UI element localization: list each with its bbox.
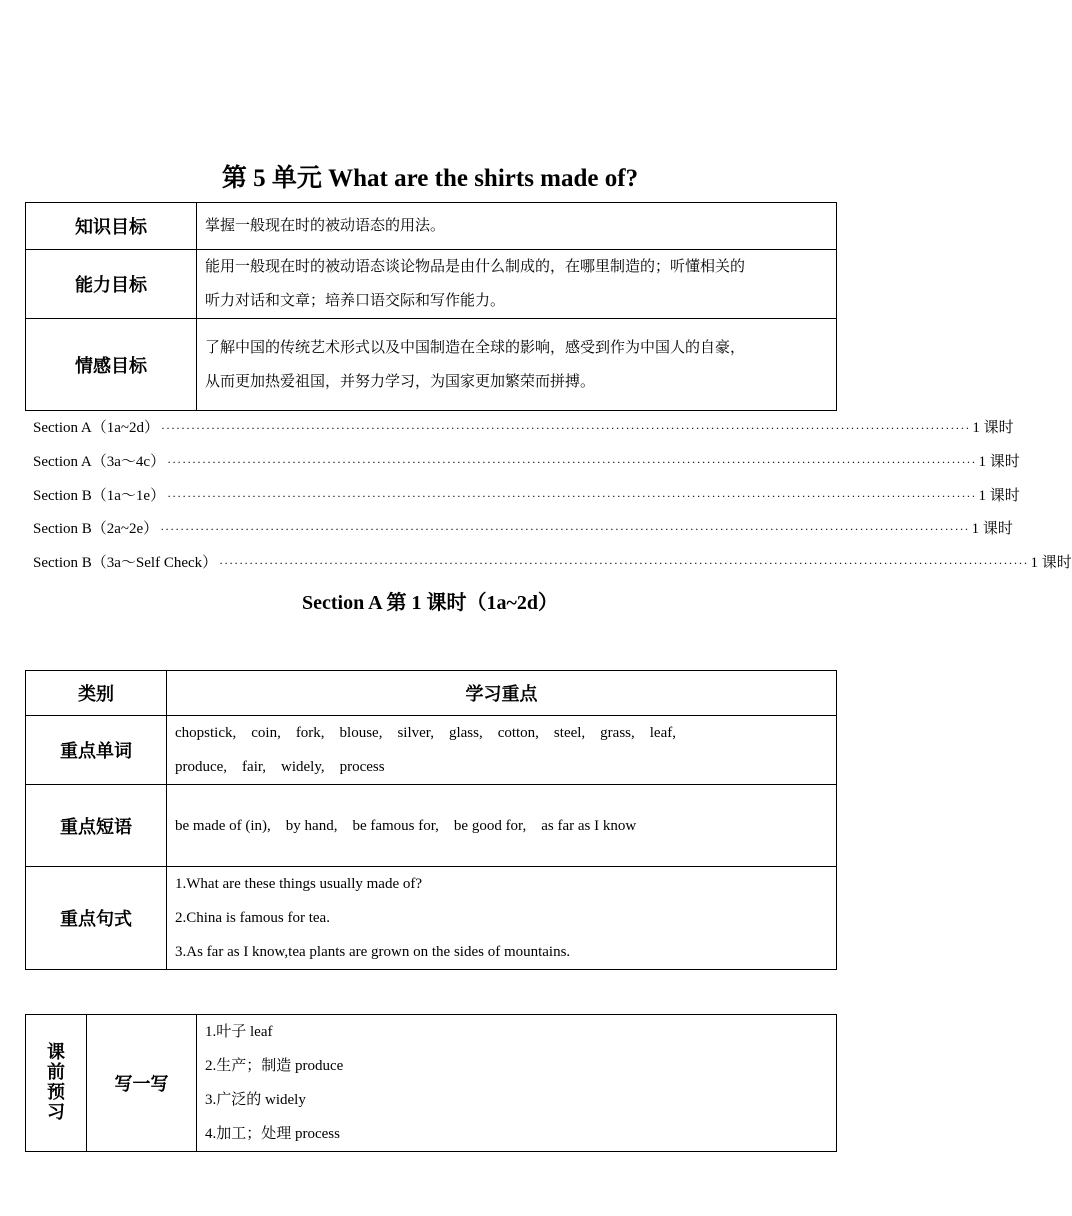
schedule-label: Section B（3a～Self Check） xyxy=(33,555,218,571)
leader-dots: ·································································································································································· xyxy=(167,489,977,503)
schedule-duration: 1 课时 xyxy=(972,420,1014,436)
preview-table xyxy=(25,1014,837,1152)
focus-label: 重点单词 xyxy=(26,716,167,785)
preview-content xyxy=(197,1015,837,1152)
schedule-duration: 1 课时 xyxy=(1030,555,1072,571)
vocabulary-line: chopstick, coin, fork, blouse, silver, glass, cotton, steel, grass, leaf, xyxy=(175,725,676,741)
preview-side-label xyxy=(26,1015,87,1152)
goal-row xyxy=(26,319,837,411)
preview-task: 写一写 xyxy=(87,1015,197,1152)
goal-text xyxy=(197,250,837,319)
schedule-item xyxy=(33,411,1014,445)
leader-dots: ·································································································································································· xyxy=(167,455,977,469)
section-title: Section A 第 1 课时（1a~2d） xyxy=(302,592,558,614)
goal-label: 知识目标 xyxy=(26,203,197,250)
goal-text xyxy=(197,319,837,411)
schedule-label: Section B（1a～1e） xyxy=(33,488,166,504)
goal-line: 了解中国的传统艺术形式以及中国制造在全球的影响，感受到作为中国人的自豪， xyxy=(205,339,746,356)
preview-line: 3.广泛的 widely xyxy=(205,1092,306,1108)
preview-row xyxy=(26,1015,837,1152)
side-char: 前 xyxy=(47,1062,65,1083)
phrase-line: be made of (in), by hand, be famous for, be good for, as far as I know xyxy=(175,817,637,834)
focus-content xyxy=(167,716,837,785)
goal-row xyxy=(26,250,837,319)
leader-dots: ·································································································································································· xyxy=(161,421,971,435)
schedule-label: Section A（1a~2d） xyxy=(33,420,160,436)
focus-header-row xyxy=(26,671,837,716)
focus-row xyxy=(26,716,837,785)
goal-label: 能力目标 xyxy=(26,250,197,319)
goal-line: 听力对话和文章；培养口语交际和写作能力。 xyxy=(205,293,506,309)
focus-row xyxy=(26,785,837,867)
sentence-line: 2.China is famous for tea. xyxy=(175,910,330,926)
side-char: 习 xyxy=(47,1102,65,1123)
schedule-duration: 1 课时 xyxy=(978,454,1020,470)
schedule-item xyxy=(33,479,1020,513)
focus-table xyxy=(25,670,837,970)
goal-line: 能用一般现在时的被动语态谈论物品是由什么制成的，在哪里制造的；听懂相关的 xyxy=(205,259,746,275)
goal-row xyxy=(26,203,837,250)
focus-content xyxy=(167,785,837,867)
schedule-label: Section A（3a～4c） xyxy=(33,454,166,470)
leader-dots: ·································································································································································· xyxy=(160,522,970,536)
goal-line: 从而更加热爱祖国，并努力学习，为国家更加繁荣而拼搏。 xyxy=(205,373,596,390)
goal-label: 情感目标 xyxy=(26,319,197,411)
schedule-item xyxy=(33,546,1072,580)
focus-label: 重点句式 xyxy=(26,867,167,970)
goals-table xyxy=(25,202,837,411)
side-char: 预 xyxy=(47,1082,65,1103)
goal-text xyxy=(197,203,837,250)
unit-title: 第 5 单元 What are the shirts made of? xyxy=(221,165,639,192)
sentence-line: 3.As far as I know,tea plants are grown on the sides of mountains. xyxy=(175,944,571,960)
schedule-item xyxy=(33,445,1020,479)
preview-line: 4.加工；处理 process xyxy=(205,1126,340,1142)
focus-label: 重点短语 xyxy=(26,785,167,867)
category-header: 类别 xyxy=(26,671,167,716)
vocabulary-line: produce, fair, widely, process xyxy=(175,759,385,775)
leader-dots: ·································································································································································· xyxy=(219,556,1029,570)
schedule-duration: 1 课时 xyxy=(978,488,1020,504)
focus-header: 学习重点 xyxy=(167,671,837,716)
preview-line: 2.生产；制造 produce xyxy=(205,1058,344,1074)
focus-row xyxy=(26,867,837,970)
goal-line: 掌握一般现在时的被动语态的用法。 xyxy=(205,218,446,234)
sentence-line: 1.What are these things usually made of? xyxy=(175,876,423,892)
schedule-label: Section B（2a~2e） xyxy=(33,521,159,537)
focus-content xyxy=(167,867,837,970)
schedule-duration: 1 课时 xyxy=(971,521,1013,537)
schedule-item xyxy=(33,512,1013,546)
preview-line: 1.叶子 leaf xyxy=(205,1024,273,1040)
side-char: 课 xyxy=(47,1042,65,1063)
